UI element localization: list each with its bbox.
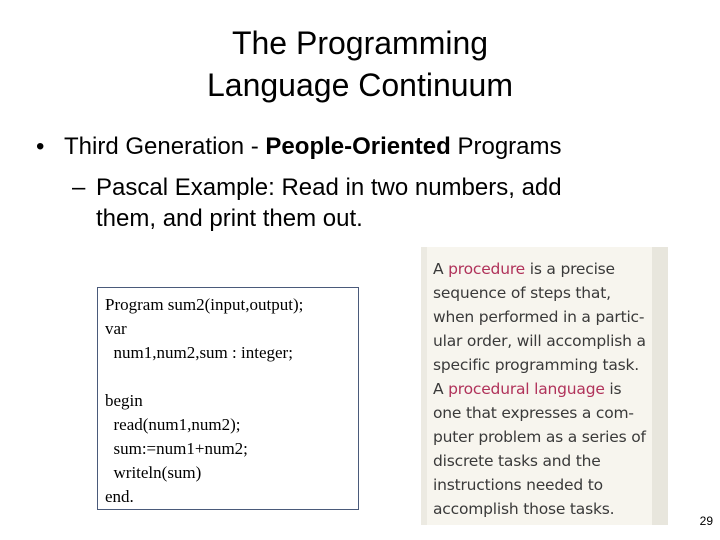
slide-title (0, 22, 720, 106)
excerpt-line: ular order, will accomplish a (433, 332, 646, 350)
code-line (105, 365, 358, 389)
title-line-2: Language Continuum (206, 67, 513, 103)
subbullet-line-2: them, and print them out. (96, 205, 363, 232)
subbullet-pascal-example (72, 172, 692, 234)
excerpt-line: A procedural language is (433, 380, 622, 398)
page-edge (421, 247, 427, 525)
excerpt-line: specific programming task. (433, 356, 640, 374)
pascal-code-box (97, 287, 359, 510)
term-procedural-language: procedural language (448, 380, 605, 398)
subbullet-dash: – (72, 174, 86, 201)
excerpt-line: instructions needed to (433, 476, 603, 494)
code-line: Program sum2(input,output); (105, 295, 304, 314)
code-line: end. (105, 487, 134, 506)
excerpt-line: sequence of steps that, (433, 284, 611, 302)
excerpt-line: accomplish those tasks. (433, 500, 615, 518)
textbook-excerpt-image (421, 247, 668, 525)
bullet-prefix: Third Generation - (64, 133, 266, 160)
code-line: num1,num2,sum : integer; (105, 343, 293, 362)
excerpt-line: when performed in a partic- (433, 308, 645, 326)
code-line: writeln(sum) (105, 463, 202, 482)
bullet-bold-text: People-Oriented (265, 133, 451, 160)
bullet-suffix: Programs (450, 133, 562, 160)
code-line: sum:=num1+num2; (105, 439, 248, 458)
code-line: read(num1,num2); (105, 415, 241, 434)
code-line: begin (105, 391, 143, 410)
page-number: 29 (699, 514, 713, 528)
page-fade (652, 247, 668, 525)
excerpt-line: A procedure is a precise (433, 260, 615, 278)
term-procedure: procedure (448, 260, 525, 278)
bullet-marker: • (36, 133, 45, 160)
excerpt-line: puter problem as a series of (433, 428, 646, 446)
bullet-third-generation (36, 132, 562, 162)
code-line: var (105, 319, 127, 338)
title-line-1: The Programming (231, 25, 489, 61)
textbook-excerpt-text (433, 257, 646, 521)
excerpt-line: discrete tasks and the (433, 452, 601, 470)
subbullet-line-1: Pascal Example: Read in two numbers, add (96, 174, 562, 201)
excerpt-line: one that expresses a com- (433, 404, 634, 422)
